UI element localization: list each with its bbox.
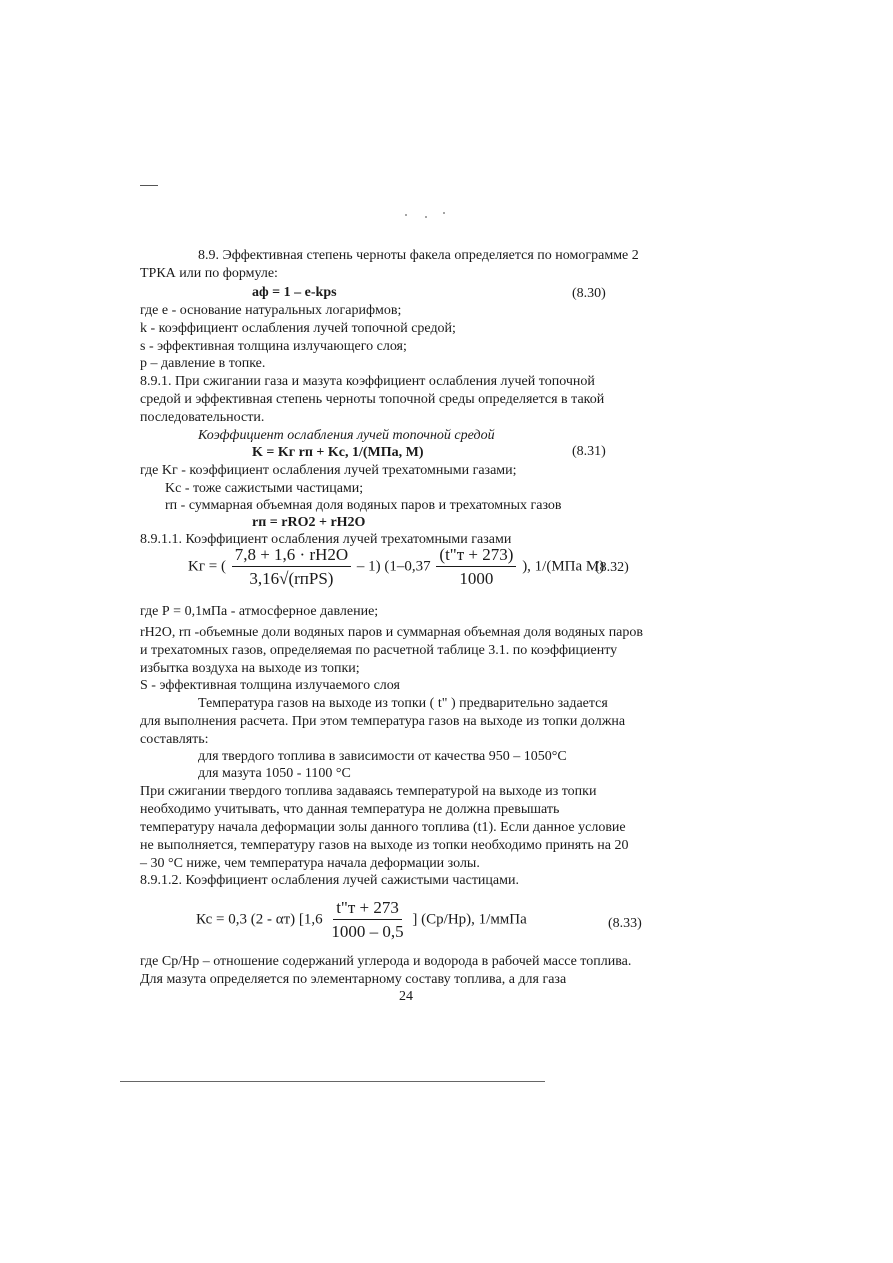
- page-number: 24: [399, 989, 413, 1004]
- temp-list-item: для мазута 1050 - 1100 °С: [198, 766, 351, 781]
- definition-line: где е - основание натуральных логарифмов;: [140, 303, 402, 318]
- equation-number-8-32: (8.32): [595, 560, 629, 575]
- paragraph-temp-line: для выполнения расчета. При этом температура газов на выходе из топки должна: [140, 714, 626, 729]
- paragraph-8-9-line2: ТРКА или по формуле:: [140, 266, 278, 281]
- equation-number-8-33: (8.33): [608, 916, 642, 931]
- paragraph-8-9-1-2: 8.9.1.2. Коэффициент ослабления лучей сажистыми частицами.: [140, 873, 519, 888]
- paragraph-temp-line: составлять:: [140, 732, 209, 747]
- formula-8-33: [196, 898, 527, 942]
- formula-8-32-fraction-1: [232, 545, 351, 589]
- footer-rule: [120, 1081, 545, 1082]
- paragraph-8-9-1-line: 8.9.1. При сжигании газа и мазута коэффициент ослабления лучей топочной: [140, 374, 595, 389]
- paragraph-8-9-1-line: последовательности.: [140, 410, 265, 425]
- definition-line: rп - суммарная объемная доля водяных паров и трехатомных газов: [165, 498, 562, 513]
- paragraph-8-9-1-line: средой и эффективная степень черноты топочной среды определяется в такой: [140, 392, 605, 407]
- paragraph-solid-line: необходимо учитывать, что данная температура не должна превышать: [140, 802, 560, 817]
- definition-line: р – давление в топке.: [140, 356, 266, 371]
- definition-line: избытка воздуха на выходе из топки;: [140, 661, 360, 676]
- scan-mark-top: [140, 185, 158, 186]
- italic-heading: Коэффициент ослабления лучей топочной средой: [198, 428, 495, 443]
- paragraph-8-9-1-1: 8.9.1.1. Коэффициент ослабления лучей трехатомными газами: [140, 532, 512, 547]
- paragraph-temp-line: Температура газов на выходе из топки ( t" ) предварительно задается: [198, 696, 608, 711]
- formula-8-32-middle: – 1) (1–0,37: [356, 558, 431, 575]
- formula-rn: rп = rRO2 + rH2O: [252, 515, 366, 530]
- formula-8-30: aф = 1 – e-kps: [252, 285, 337, 300]
- paragraph-solid-line: температуру начала деформации золы данного топлива (t1). Если данное условие: [140, 820, 626, 835]
- formula-8-32-fraction-2: [436, 545, 516, 589]
- definition-line: Kс - тоже сажистыми частицами;: [165, 481, 364, 496]
- paragraph-solid-line: При сжигании твердого топлива задаваясь температурой на выходе из топки: [140, 784, 597, 799]
- formula-8-33-denominator: 1000 – 0,5: [331, 922, 404, 941]
- definition-line: rH2O, rп -объемные доли водяных паров и суммарная объемная доля водяных паров: [140, 625, 644, 640]
- formula-8-32-denominator-1: 3,16√(rпPS): [249, 569, 334, 588]
- formula-8-32-tail: ), 1/(МПа М): [522, 558, 605, 575]
- formula-8-33-lhs: Кс = 0,3 (2 - αт) [1,6: [196, 911, 323, 928]
- definition-line: где Р = 0,1мПа - атмосферное давление;: [140, 604, 379, 619]
- temp-list-item: для твердого топлива в зависимости от качества 950 – 1050°С: [198, 749, 567, 764]
- definition-line: Для мазута определяется по элементарному составу топлива, а для газа: [140, 972, 567, 987]
- paragraph-solid-line: – 30 °С ниже, чем температура начала деформации золы.: [140, 856, 480, 871]
- definition-line: где Ср/Нр – отношение содержаний углерода и водорода в рабочей массе топлива.: [140, 954, 632, 969]
- definition-line: s - эффективная толщина излучающего слоя;: [140, 339, 407, 354]
- scan-speck: [425, 216, 427, 218]
- definition-line: где Kг - коэффициент ослабления лучей трехатомными газами;: [140, 463, 517, 478]
- equation-number-8-31: (8.31): [572, 444, 606, 459]
- scan-speck: [443, 212, 445, 214]
- paragraph-8-9-line1: 8.9. Эффективная степень черноты факела определяется по номограмме 2: [198, 248, 639, 263]
- formula-8-31: K = Kг rп + Kс, 1/(МПа, М): [252, 445, 424, 460]
- formula-8-32: [188, 545, 604, 589]
- formula-8-33-tail: ] (Ср/Нр), 1/ммПа: [412, 911, 527, 928]
- formula-8-32-lhs: Kг = (: [188, 558, 226, 575]
- formula-8-33-numerator: t"т + 273: [333, 898, 402, 920]
- formula-8-32-numerator-1: 7,8 + 1,6 · rH2O: [232, 545, 351, 567]
- definition-line: k - коэффициент ослабления лучей топочной средой;: [140, 321, 456, 336]
- equation-number-8-30: (8.30): [572, 286, 606, 301]
- definition-line: и трехатомных газов, определяемая по расчетной таблице 3.1. по коэффициенту: [140, 643, 618, 658]
- paragraph-solid-line: не выполняется, температуру газов на выходе из топки необходимо принять на 20: [140, 838, 629, 853]
- scan-speck: [405, 214, 407, 216]
- definition-line: S - эффективная толщина излучаемого слоя: [140, 678, 400, 693]
- formula-8-32-denominator-2: 1000: [459, 569, 494, 588]
- formula-8-32-numerator-2: (t"т + 273): [436, 545, 516, 567]
- formula-8-33-fraction: [328, 898, 406, 942]
